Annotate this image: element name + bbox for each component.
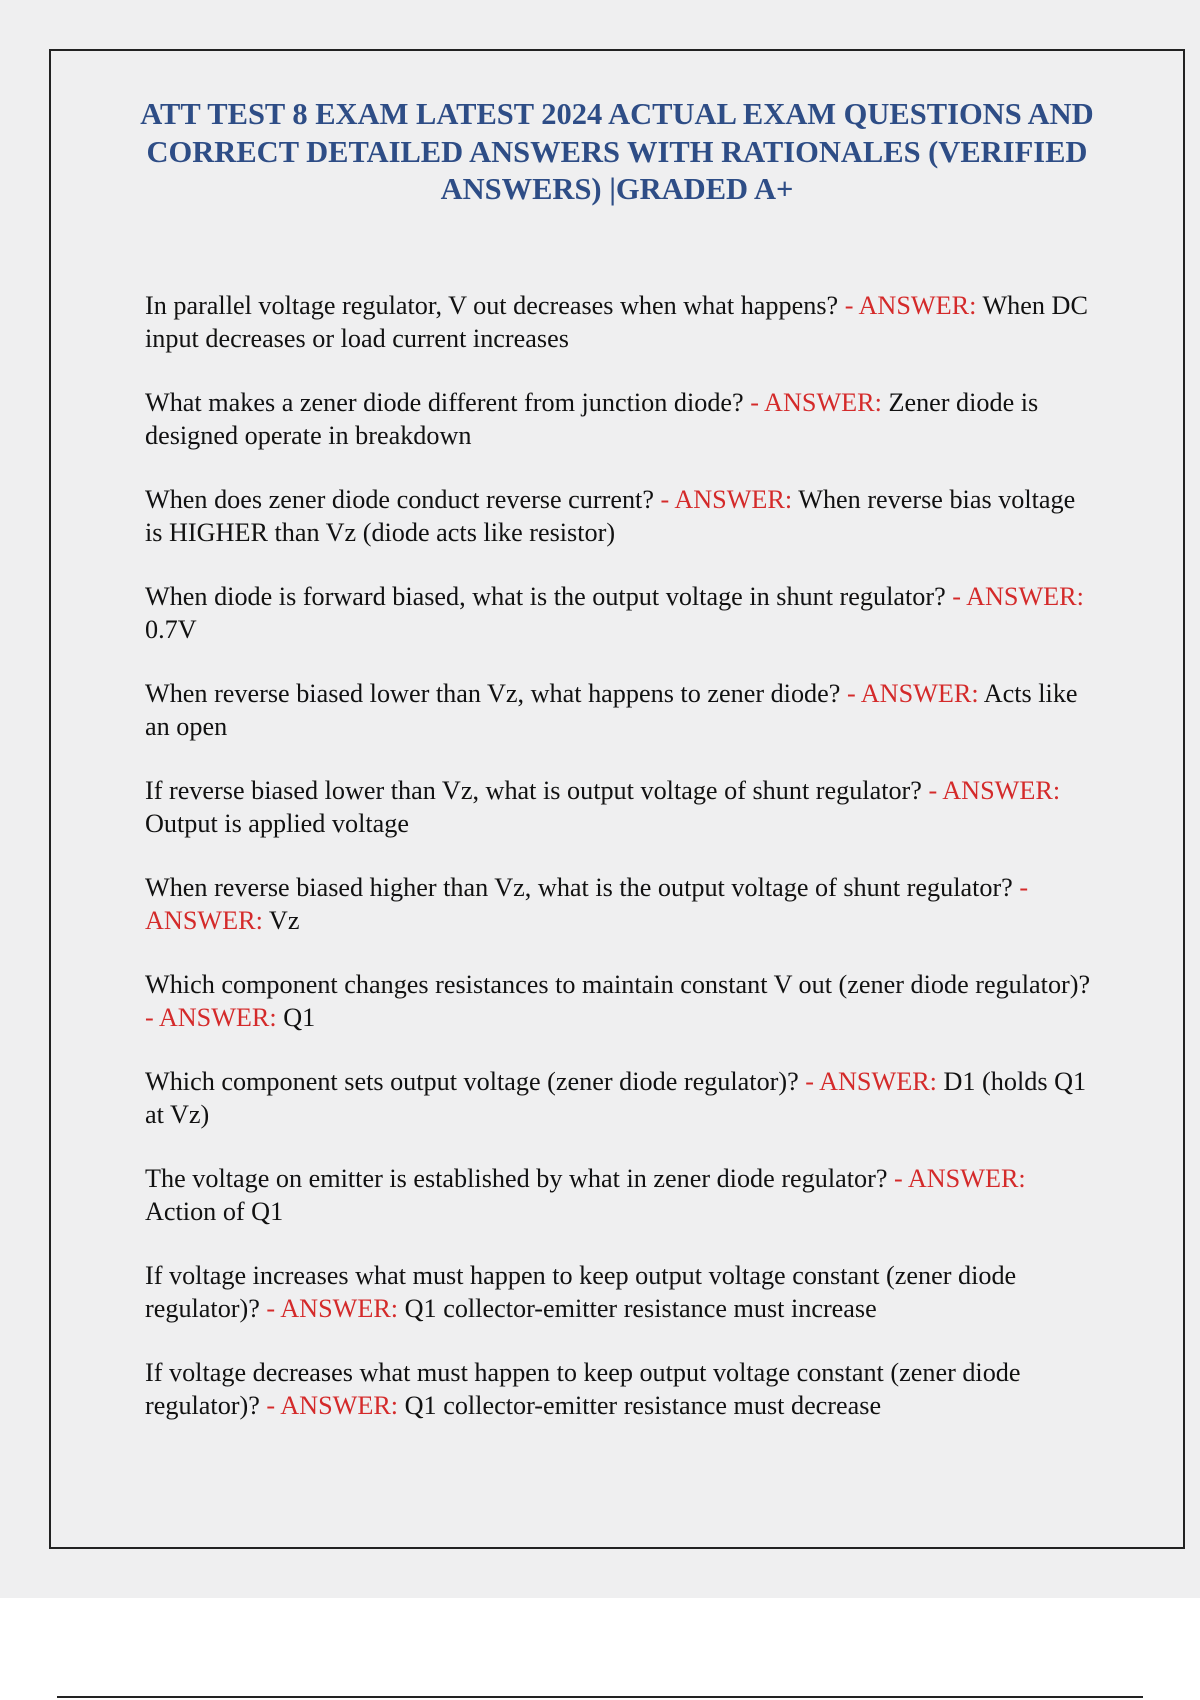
question-text: What makes a zener diode different from junction diode? — [145, 388, 744, 417]
question-text: When reverse biased higher than Vz, what is the output voltage of shunt regulator? — [145, 873, 1013, 902]
answer-label: - ANSWER: — [266, 1390, 399, 1420]
question-text: Which component sets output voltage (zener diode regulator)? — [145, 1067, 799, 1096]
answer-label: - ANSWER: — [750, 388, 882, 417]
qa-item — [145, 969, 1095, 1034]
question-text: The voltage on emitter is established by what in zener diode regulator? — [145, 1164, 888, 1193]
answer-label: - ANSWER: — [660, 485, 793, 514]
answer-text: Q1 — [283, 1002, 316, 1032]
qa-item — [145, 1260, 1095, 1325]
qa-item — [145, 484, 1095, 549]
question-text: If reverse biased lower than Vz, what is output voltage of shunt regulator? — [145, 776, 922, 805]
answer-text: When DC input decreases or load current increases — [145, 291, 1088, 353]
answer-label: - ANSWER: — [844, 291, 977, 320]
qa-item — [145, 581, 1095, 646]
answer-label: - ANSWER: — [805, 1067, 937, 1096]
qa-item — [145, 1357, 1095, 1422]
question-text: Which component changes resistances to maintain constant V out (zener diode regulator)? — [145, 970, 1091, 999]
question-text: If voltage decreases what must happen to keep output voltage constant (zener diode regulator)? — [145, 1358, 1021, 1420]
qa-item — [145, 775, 1095, 840]
bottom-divider — [57, 1696, 1143, 1698]
answer-text: Q1 collector-emitter resistance must decrease — [404, 1390, 882, 1420]
qa-item — [145, 678, 1095, 743]
answer-label: - ANSWER: — [266, 1293, 399, 1323]
answer-text: Vz — [268, 905, 300, 935]
qa-item — [145, 1163, 1095, 1228]
answer-text: When reverse bias voltage is HIGHER than Vz (diode acts like resistor) — [145, 485, 1076, 547]
answer-text: 0.7V — [145, 614, 197, 644]
question-text: In parallel voltage regulator, V out decreases when what happens? — [145, 291, 839, 320]
answer-label: - ANSWER: — [145, 873, 1029, 935]
question-text: If voltage increases what must happen to keep output voltage constant (zener diode regulator)? — [145, 1261, 1017, 1323]
answer-label: - ANSWER: — [145, 1002, 277, 1032]
qa-item — [145, 872, 1095, 937]
answer-text: Zener diode is designed operate in breakdown — [145, 388, 1039, 450]
question-text: When diode is forward biased, what is the output voltage in shunt regulator? — [145, 582, 946, 611]
qa-item — [145, 290, 1095, 355]
qa-item — [145, 387, 1095, 452]
answer-text: Q1 collector-emitter resistance must increase — [404, 1293, 877, 1323]
document-title: ATT TEST 8 EXAM LATEST 2024 ACTUAL EXAM QUESTIONS AND CORRECT DETAILED ANSWERS WITH RATIONALES (VERIFIED ANSWERS) |GRADED A+ — [140, 97, 1094, 206]
question-text: When does zener diode conduct reverse current? — [145, 485, 654, 514]
answer-text: Output is applied voltage — [145, 808, 410, 838]
answer-label: - ANSWER: — [952, 582, 1084, 611]
question-text: When reverse biased lower than Vz, what happens to zener diode? — [145, 679, 841, 708]
answer-label: - ANSWER: — [894, 1164, 1026, 1193]
qa-list — [145, 290, 1095, 1454]
answer-label: - ANSWER: — [928, 776, 1061, 805]
answer-label: - ANSWER: — [846, 679, 979, 708]
answer-text: Acts like an open — [145, 679, 1078, 741]
qa-item — [145, 1066, 1095, 1131]
answer-text: D1 (holds Q1 at Vz) — [145, 1067, 1087, 1129]
answer-text: Action of Q1 — [145, 1196, 284, 1226]
